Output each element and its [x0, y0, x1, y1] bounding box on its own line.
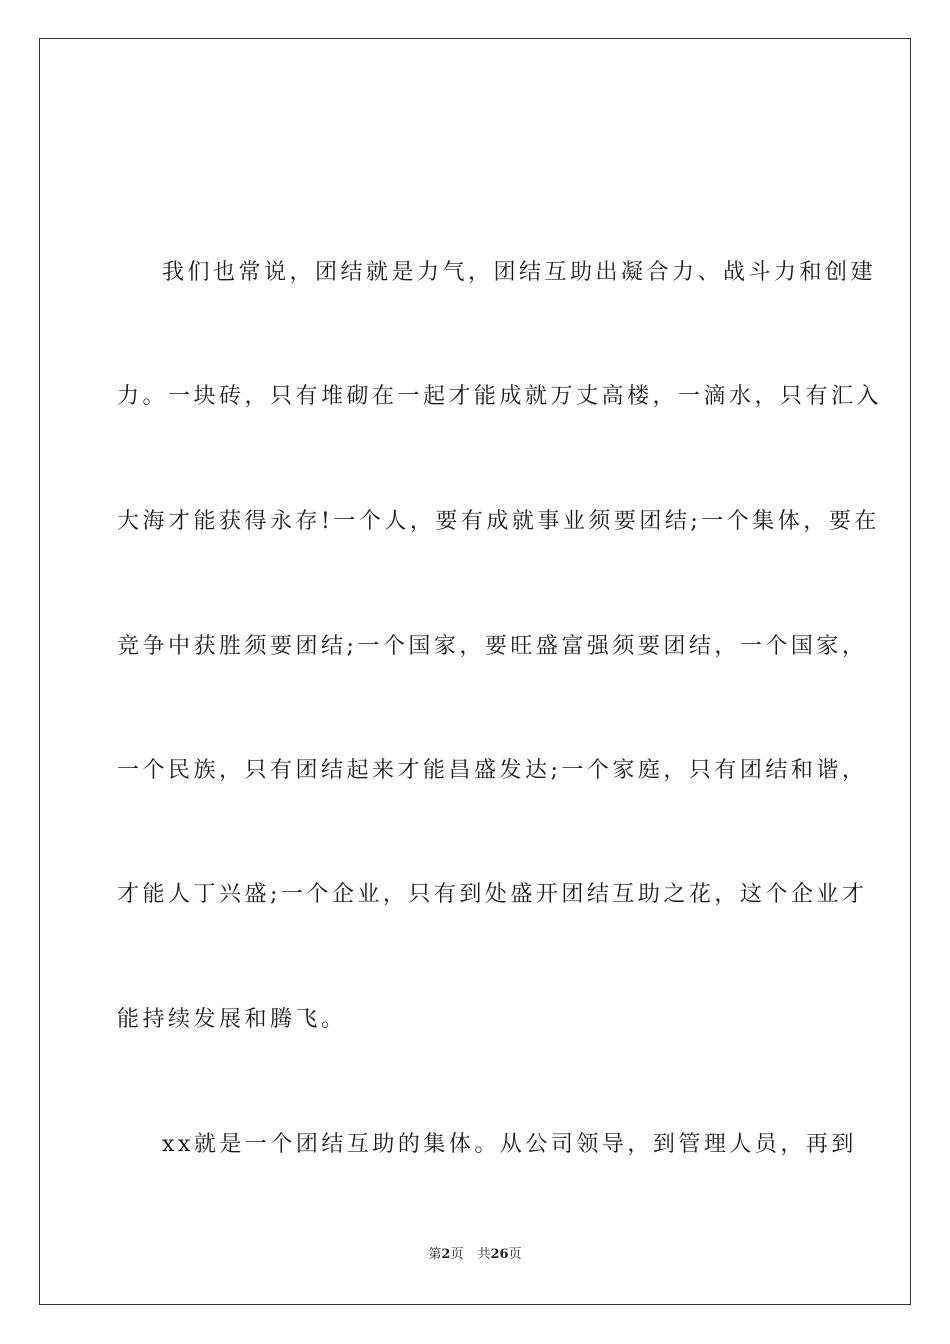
footer-total-prefix: 共	[477, 1247, 491, 1262]
paragraph-line: 力。一块砖，只有堆砌在一起才能成就万丈高楼，一滴水，只有汇入	[117, 384, 883, 409]
page-footer	[0, 1246, 950, 1264]
paragraph-line: 竞争中获胜须要团结;一个国家，要旺盛富强须要团结，一个国家，	[117, 634, 868, 659]
footer-page-number: 2	[441, 1247, 451, 1262]
paragraph-line: 大海才能获得永存!一个人，要有成就事业须要团结;一个集体，要在	[117, 509, 880, 534]
footer-page-suffix: 页	[450, 1247, 464, 1262]
paragraph-line: 一个民族，只有团结起来才能昌盛发达;一个家庭，只有团结和谐，	[117, 758, 868, 783]
footer-total-suffix: 页	[508, 1247, 522, 1262]
paragraph-line: 才能人丁兴盛;一个企业，只有到处盛开团结互助之花，这个企业才	[117, 882, 868, 907]
footer-page-prefix: 第	[428, 1247, 442, 1262]
paragraph-line: 我们也常说，团结就是力气，团结互助出凝合力、战斗力和创建	[162, 260, 877, 285]
footer-total-pages: 26	[490, 1247, 509, 1262]
paragraph-line: 能持续发展和腾飞。	[117, 1007, 347, 1032]
paragraph-line: xx就是一个团结互助的集体。从公司领导，到管理人员，再到	[162, 1132, 857, 1157]
page-border	[39, 38, 911, 1305]
